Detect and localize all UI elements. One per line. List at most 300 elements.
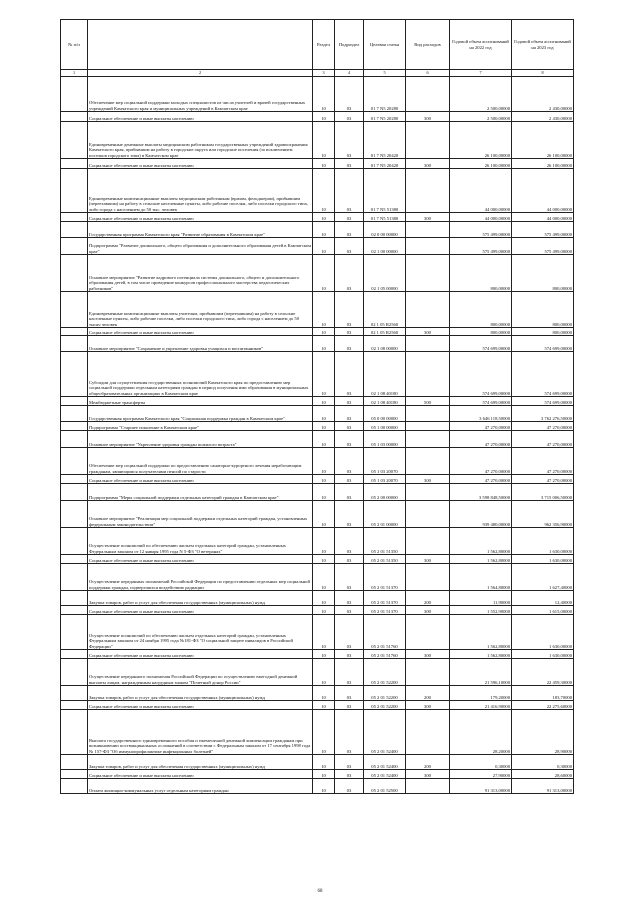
row-amount-2023: 26 100,00000 [512,122,574,159]
row-subsection: 03 [335,615,364,650]
row-amount-2022: 47 270,00000 [450,431,512,448]
row-section: 10 [313,650,335,659]
budget-table-page [60,19,573,794]
row-index [61,169,88,213]
row-name: Оплата жилищно-коммунальных услуг отдельным категориям граждан [88,779,313,794]
row-expense-type [406,169,450,213]
row-name: Обеспечение мер социальной поддержки молодых специалистов из числа учителей и врачей государственных учреждений Камчатского края и муниципальных учреждений в Камчатском крае [88,77,313,112]
row-index [61,397,88,406]
row-subsection: 03 [335,159,364,169]
row-index [61,238,88,255]
row-name: Подпрограмма "Старшее поколение в Камчатском крае" [88,422,313,431]
row-index [61,659,88,686]
row-name: Государственная программа Камчатского края "Социальная поддержка граждан в Камчатском крае" [88,406,313,422]
table-row [61,701,574,710]
row-target-article: 05 2 01 51370 [364,591,406,606]
row-subsection: 03 [335,501,364,528]
row-section: 10 [313,397,335,406]
row-name: Закупка товаров, работ и услуг для обеспечения государственных (муниципальных) нужд [88,755,313,770]
row-index [61,122,88,159]
row-expense-type [406,779,450,794]
row-subsection: 03 [335,397,364,406]
row-amount-2023: 91 313,00000 [512,779,574,794]
row-amount-2022: 574 699,00000 [450,336,512,352]
header-amount-2022: Годовой объем ассигнований на 2022 год [450,20,512,70]
row-expense-type [406,77,450,112]
row-expense-type: 200 [406,755,450,770]
row-target-article: 05 2 01 51370 [364,564,406,591]
table-row [61,431,574,448]
row-name: Социальное обеспечение и иные выплаты населению [88,650,313,659]
row-index [61,555,88,564]
row-amount-2022: 575 499,00000 [450,238,512,255]
row-amount-2023: 3 762 276,50000 [512,406,574,422]
row-name: Социальное обеспечение и иные выплаты населению [88,112,313,122]
row-amount-2022: 21 416,90000 [450,701,512,710]
row-section: 10 [313,755,335,770]
row-amount-2022: 179,20000 [450,686,512,701]
row-name: Закупка товаров, работ и услуг для обеспечения государственных (муниципальных) нужд [88,686,313,701]
row-name: Обеспечение мер социальной поддержки по предоставлению санаторно-курортного лечения неработающим гражданам, являющимся получателями пенсий по старости [88,448,313,475]
row-subsection: 03 [335,112,364,122]
row-index [61,77,88,112]
row-amount-2022: 47 270,00000 [450,422,512,431]
table-row [61,448,574,475]
row-target-article: 05 2 01 52500 [364,779,406,794]
row-index [61,701,88,710]
row-target-article: 05 2 01 51350 [364,555,406,564]
row-name: Социальное обеспечение и иные выплаты населению [88,213,313,222]
row-amount-2022: 1 564,80000 [450,564,512,591]
row-name: Единовременные компенсационные выплаты медицинским работникам (врачам, фельдшерам), прибывшим (переехавшим) на работу в сельские населенные пункты, либо рабочие поселки, либо поселки городского типа, либо города с населением до 50 тыс. человек [88,169,313,213]
row-index [61,328,88,336]
row-name: Межбюджетные трансферты [88,397,313,406]
table-row [61,77,574,112]
row-target-article: 01 7 N5 20280 [364,112,406,122]
row-expense-type [406,336,450,352]
row-expense-type: 300 [406,555,450,564]
table-row [61,555,574,564]
row-subsection: 03 [335,755,364,770]
row-name: Социальное обеспечение и иные выплаты населению [88,555,313,564]
row-target-article: 05 2 01 51350 [364,528,406,555]
row-expense-type: 200 [406,591,450,606]
row-subsection: 03 [335,555,364,564]
row-section: 10 [313,255,335,292]
row-amount-2023: 800,00000 [512,292,574,328]
row-section: 10 [313,779,335,794]
row-section: 10 [313,431,335,448]
row-expense-type: 500 [406,397,450,406]
table-row [61,159,574,169]
table-row [61,528,574,555]
row-name: Единовременные денежные выплаты медицинским работникам государственных учреждений здравоохранения Камчатского края, прибывшим на работу в городские округа или городские поселения (за исключением поселков городского типа) в Камчатском крае [88,122,313,159]
row-expense-type: 300 [406,112,450,122]
row-expense-type [406,710,450,755]
row-name: Осуществление полномочий по обеспечению жильем отдельных категорий граждан, установленных Федеральным законом от 12 января 1995 года N 5-ФЗ "О ветеранах" [88,528,313,555]
row-target-article: 05 1 03 20070 [364,475,406,484]
column-number: 4 [335,70,364,77]
row-amount-2023: 1 630,00000 [512,528,574,555]
row-target-article: 01 7 N5 20420 [364,159,406,169]
row-index [61,406,88,422]
row-section: 10 [313,710,335,755]
row-expense-type [406,255,450,292]
header-subsection: Подраздел [335,20,364,70]
row-amount-2023: 2 430,00000 [512,77,574,112]
row-expense-type [406,292,450,328]
row-index [61,112,88,122]
row-amount-2022: 91 313,00000 [450,779,512,794]
row-amount-2023: 800,00000 [512,255,574,292]
row-target-article: 05 1 03 00000 [364,431,406,448]
row-index [61,475,88,484]
row-section: 10 [313,238,335,255]
row-index [61,770,88,779]
table-header-row [61,20,574,70]
column-number: 6 [406,70,450,77]
row-name: Социальное обеспечение и иные выплаты населению [88,606,313,615]
column-number-row [61,70,574,77]
table-row [61,591,574,606]
row-expense-type: 300 [406,606,450,615]
row-subsection: 03 [335,710,364,755]
column-number: 2 [88,70,313,77]
row-name: Осуществление переданных полномочий Российской Федерации по предоставлению отдельных мер социальной поддержки граждан, подвергшихся воздействию радиации [88,564,313,591]
row-amount-2023: 1 630,00000 [512,555,574,564]
row-name: Государственная программа Камчатского края "Развитие образования в Камчатском крае" [88,222,313,238]
column-number: 1 [61,70,88,77]
row-subsection: 03 [335,528,364,555]
row-expense-type [406,406,450,422]
row-target-article: 05 2 01 52400 [364,770,406,779]
row-amount-2023: 47 270,00000 [512,475,574,484]
row-subsection: 03 [335,564,364,591]
table-row [61,397,574,406]
row-target-article: 05 2 01 52200 [364,659,406,686]
row-expense-type [406,448,450,475]
row-index [61,650,88,659]
row-amount-2022: 2 500,00000 [450,112,512,122]
row-amount-2023: 47 270,00000 [512,422,574,431]
row-index [61,779,88,794]
row-amount-2022: 27,90000 [450,770,512,779]
table-row [61,255,574,292]
row-amount-2022: 3 598 848,50000 [450,484,512,501]
row-amount-2023: 183,70000 [512,686,574,701]
row-section: 10 [313,448,335,475]
row-subsection: 03 [335,222,364,238]
row-amount-2023: 574 699,00000 [512,336,574,352]
row-index [61,501,88,528]
row-section: 10 [313,77,335,112]
row-amount-2023: 575 499,00000 [512,238,574,255]
table-row [61,169,574,213]
row-amount-2022: 3 646 118,50000 [450,406,512,422]
row-amount-2022: 800,00000 [450,255,512,292]
row-section: 10 [313,528,335,555]
row-section: 10 [313,112,335,122]
row-amount-2023: 44 000,00000 [512,169,574,213]
row-target-article: 05 2 01 52200 [364,686,406,701]
table-row [61,352,574,397]
row-section: 10 [313,686,335,701]
row-subsection: 03 [335,169,364,213]
row-name: Основное мероприятие "Сохранение и укрепление здоровья учащихся и воспитанников" [88,336,313,352]
row-section: 10 [313,122,335,159]
row-section: 10 [313,475,335,484]
column-number: 3 [313,70,335,77]
page-number: 68 [317,889,323,894]
row-index [61,352,88,397]
column-number: 8 [512,70,574,77]
table-row [61,770,574,779]
row-index [61,564,88,591]
row-subsection: 03 [335,292,364,328]
table-row [61,328,574,336]
row-index [61,222,88,238]
row-expense-type: 300 [406,770,450,779]
table-row [61,606,574,615]
row-amount-2023: 28,60000 [512,770,574,779]
row-subsection: 03 [335,352,364,397]
row-index [61,606,88,615]
row-name: Социальное обеспечение и иные выплаты населению [88,701,313,710]
table-row [61,659,574,686]
table-row [61,475,574,484]
row-amount-2022: 1 552,90000 [450,606,512,615]
row-index [61,710,88,755]
row-amount-2022: 575 499,00000 [450,222,512,238]
row-target-article: 02 1 08 40180 [364,352,406,397]
row-amount-2022: 47 270,00000 [450,475,512,484]
table-row [61,615,574,650]
row-amount-2023: 47 270,00000 [512,431,574,448]
row-name: Осуществление переданного полномочия Российской Федерации по осуществлению ежегодной денежной выплаты лицам, награжденным нагрудным знаком "Почетный донор России" [88,659,313,686]
row-index [61,448,88,475]
row-target-article: 02 1 08 40180 [364,397,406,406]
row-target-article: 01 7 N5 20420 [364,122,406,159]
header-amount-2023: Годовой объем ассигнований на 2023 год [512,20,574,70]
row-amount-2023: 574 699,00000 [512,397,574,406]
row-target-article: 05 2 00 00000 [364,484,406,501]
row-amount-2023: 1 630,00000 [512,650,574,659]
table-row [61,755,574,770]
row-target-article: 05 2 01 52200 [364,701,406,710]
row-expense-type [406,484,450,501]
row-section: 10 [313,659,335,686]
row-amount-2023: 12,40000 [512,591,574,606]
row-subsection: 03 [335,328,364,336]
row-subsection: 03 [335,475,364,484]
row-subsection: 03 [335,686,364,701]
row-name: Единовременные компенсационные выплаты учителям, прибывшим (переехавшим) на работу в сельские населенные пункты, либо рабочие поселки, либо поселки городского типа, либо города с населением до 50 тысяч человек [88,292,313,328]
row-expense-type [406,564,450,591]
row-amount-2023: 3 715 006,50000 [512,484,574,501]
row-target-article: 02 1 05 00000 [364,255,406,292]
row-expense-type [406,528,450,555]
row-expense-type: 300 [406,328,450,336]
row-section: 10 [313,555,335,564]
row-section: 10 [313,213,335,222]
row-index [61,159,88,169]
row-target-article: 05 1 00 00000 [364,422,406,431]
header-target-article: Целевая статья [364,20,406,70]
row-subsection: 03 [335,336,364,352]
row-name: Подпрограмма "Развитие дошкольного, общего образования и дополнительного образования детей в Камчатском крае" [88,238,313,255]
row-index [61,591,88,606]
row-index [61,255,88,292]
row-name: Основное мероприятие "Развитие кадрового потенциала системы дошкольного, общего и дополнительного образования детей, в том числе проведение конкурсов профессионального мастерства педагогических работников" [88,255,313,292]
row-amount-2023: 574 699,00000 [512,352,574,397]
row-subsection: 03 [335,779,364,794]
row-amount-2023: 26 100,00000 [512,159,574,169]
row-section: 10 [313,606,335,615]
row-name: Субсидии для осуществления государственных полномочий Камчатского края по предоставлению мер социальной поддержки отдельным категориям граждан в период получения ими образования в муниципальных общеобразовательных организациях в Камчатском крае [88,352,313,397]
row-amount-2022: 47 270,00000 [450,448,512,475]
row-name: Закупка товаров, работ и услуг для обеспечения государственных (муниципальных) нужд [88,591,313,606]
header-name [88,20,313,70]
table-row [61,686,574,701]
row-target-article: 01 7 N5 51380 [364,169,406,213]
row-section: 10 [313,336,335,352]
row-expense-type [406,238,450,255]
table-row [61,779,574,794]
row-name: Выплата государственного единовременного пособия и ежемесячной денежной компенсации гражданам при возникновении поствакцинальных осложнений в соответствии с Федеральным законом от 17 сентября 1998 года № 157-ФЗ "Об иммунопрофилактике инфекционных болезней" [88,710,313,755]
row-amount-2023: 47 270,00000 [512,448,574,475]
row-amount-2023: 800,00000 [512,328,574,336]
table-row [61,292,574,328]
row-subsection: 03 [335,650,364,659]
row-subsection: 03 [335,406,364,422]
row-section: 10 [313,169,335,213]
row-name: Социальное обеспечение и иные выплаты населению [88,328,313,336]
row-section: 10 [313,564,335,591]
row-amount-2022: 11,90000 [450,591,512,606]
row-amount-2022: 2 500,00000 [450,77,512,112]
row-section: 10 [313,422,335,431]
row-index [61,431,88,448]
row-expense-type: 300 [406,475,450,484]
row-subsection: 03 [335,770,364,779]
row-amount-2023: 1 627,40000 [512,564,574,591]
row-expense-type: 200 [406,686,450,701]
row-subsection: 03 [335,431,364,448]
column-number: 7 [450,70,512,77]
row-target-article: 01 7 N5 51380 [364,213,406,222]
row-section: 10 [313,328,335,336]
row-section: 10 [313,501,335,528]
row-amount-2023: 2 430,00000 [512,112,574,122]
table-row [61,501,574,528]
row-amount-2023: 1 630,00000 [512,615,574,650]
row-target-article: 02 1 08 00000 [364,336,406,352]
row-section: 10 [313,591,335,606]
row-section: 10 [313,484,335,501]
row-amount-2022: 26 100,00000 [450,122,512,159]
row-expense-type [406,352,450,397]
table-row [61,112,574,122]
table-row [61,484,574,501]
row-subsection: 03 [335,422,364,431]
row-amount-2023: 1 615,00000 [512,606,574,615]
row-target-article: 05 2 01 51760 [364,650,406,659]
row-target-article: 02 0 00 00000 [364,222,406,238]
row-name: Основное мероприятие "Реализация мер социальной поддержки отдельных категорий граждан, установленных федеральным законодательством" [88,501,313,528]
row-section: 10 [313,292,335,328]
row-amount-2023: 962 356,90000 [512,501,574,528]
row-target-article: 01 7 N5 20280 [364,77,406,112]
row-amount-2023: 22 459,30000 [512,659,574,686]
row-subsection: 03 [335,255,364,292]
budget-table [60,19,574,794]
table-row [61,222,574,238]
row-index [61,213,88,222]
row-expense-type [406,422,450,431]
row-index [61,422,88,431]
row-expense-type [406,659,450,686]
row-subsection: 03 [335,606,364,615]
table-row [61,422,574,431]
row-amount-2022: 574 699,00000 [450,397,512,406]
row-subsection: 03 [335,238,364,255]
row-subsection: 03 [335,77,364,112]
table-row [61,122,574,159]
row-target-article: 02 1 05 R2560 [364,292,406,328]
row-subsection: 03 [335,448,364,475]
row-amount-2022: 44 000,00000 [450,169,512,213]
table-row [61,406,574,422]
row-index [61,528,88,555]
row-amount-2023: 22 275,60000 [512,701,574,710]
header-no: № п/п [61,20,88,70]
row-section: 10 [313,615,335,650]
row-expense-type: 300 [406,159,450,169]
row-amount-2023: 0,30000 [512,755,574,770]
table-body [61,77,574,794]
header-expense-type: Вид расходов [406,20,450,70]
row-section: 10 [313,406,335,422]
row-name: Подпрограмма "Меры социальной поддержки отдельных категорий граждан в Камчатском крае" [88,484,313,501]
row-name: Основное мероприятие "Укрепление здоровья граждан пожилого возраста" [88,431,313,448]
table-row [61,650,574,659]
row-index [61,292,88,328]
table-row [61,710,574,755]
row-subsection: 03 [335,659,364,686]
row-expense-type: 300 [406,213,450,222]
row-subsection: 03 [335,484,364,501]
row-name: Осуществление полномочий по обеспечению жильем отдельных категорий граждан, установленных Федеральным законом от 24 ноября 1995 года №181-ФЗ "О социальной защите инвалидов в Российской Федерации" [88,615,313,650]
row-index [61,755,88,770]
column-number: 5 [364,70,406,77]
row-amount-2022: 28,20000 [450,710,512,755]
row-index [61,615,88,650]
row-amount-2023: 44 000,00000 [512,213,574,222]
row-index [61,336,88,352]
row-amount-2022: 0,30000 [450,755,512,770]
row-amount-2022: 21 596,10000 [450,659,512,686]
row-amount-2023: 28,90000 [512,710,574,755]
row-target-article: 05 0 00 00000 [364,406,406,422]
row-index [61,484,88,501]
row-expense-type [406,431,450,448]
row-amount-2022: 1 562,80000 [450,528,512,555]
row-target-article: 05 2 01 52400 [364,710,406,755]
row-name: Социальное обеспечение и иные выплаты населению [88,159,313,169]
row-amount-2022: 939 480,00000 [450,501,512,528]
row-expense-type [406,122,450,159]
row-index [61,686,88,701]
